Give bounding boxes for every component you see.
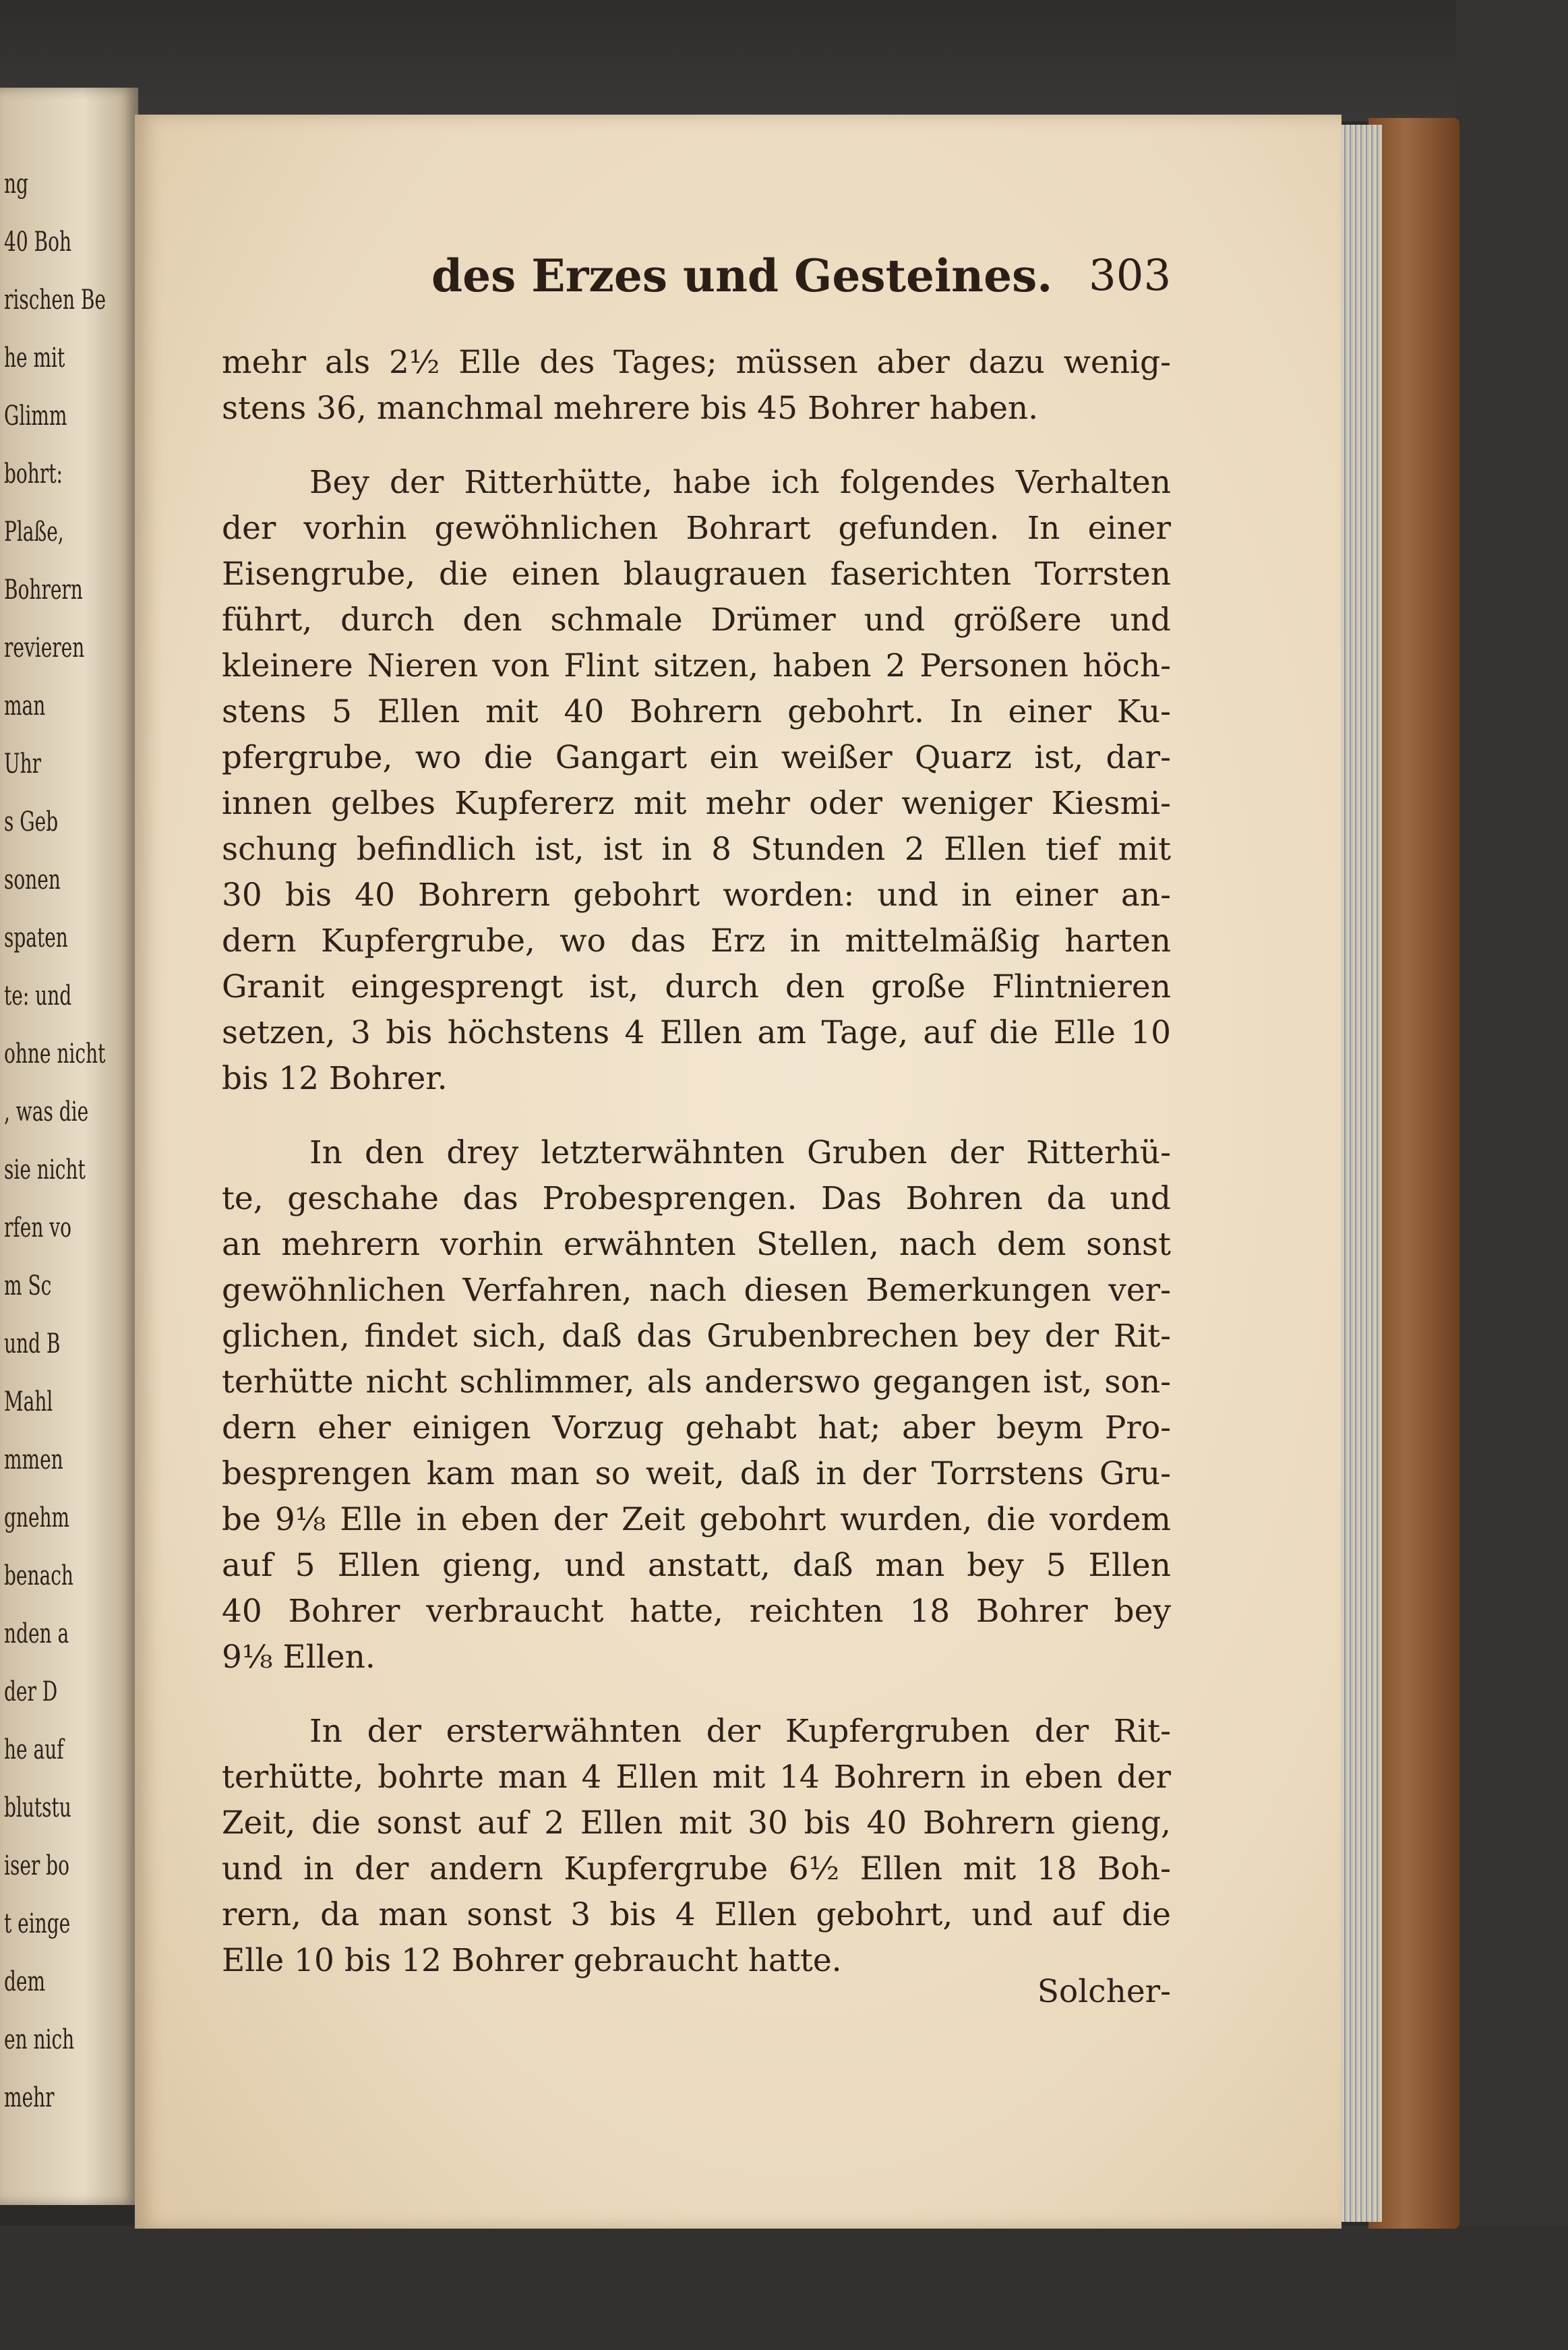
left-page-fragment: s Geb — [4, 806, 59, 838]
left-page-fragment: 40 Boh — [4, 227, 72, 258]
left-page-fragment: te: und — [4, 980, 72, 1011]
text-line: und in der andern Kupfergrube 6½ Ellen mit 18 Boh- — [222, 1850, 1171, 1887]
running-title: des Erzes und Gesteines. — [431, 249, 1053, 302]
text-line: glichen, findet sich, daß das Grubenbrechen bey der Rit- — [222, 1318, 1171, 1355]
text-line: Bey der Ritterhütte, habe ich folgendes Verhalten — [309, 464, 1171, 501]
text-line: pfergrube, wo die Gangart ein weißer Quarz ist, dar- — [222, 739, 1171, 776]
text-line: auf 5 Ellen gieng, und anstatt, daß man bey 5 Ellen — [222, 1547, 1171, 1584]
text-line: In der ersterwähnten der Kupfergruben der Rit- — [309, 1713, 1171, 1750]
left-page-edge — [0, 88, 138, 2205]
text-line: an mehrern vorhin erwähnten Stellen, nach dem sonst — [222, 1226, 1171, 1263]
background-top — [0, 0, 1568, 121]
text-line: te, geschahe das Probesprengen. Das Bohren da und — [222, 1180, 1171, 1217]
left-page-fragment: und B — [4, 1328, 61, 1359]
left-page-fragment: revieren — [4, 633, 85, 664]
left-page-fragment: sonen — [4, 864, 61, 895]
left-page-fragment: man — [4, 691, 46, 722]
left-page-fragment: benach — [4, 1560, 73, 1591]
text-line: terhütte, bohrte man 4 Ellen mit 14 Bohrern in eben der — [222, 1759, 1171, 1796]
left-page-fragment: en nich — [4, 2024, 75, 2055]
text-line: gewöhnlichen Verfahren, nach diesen Bemerkungen ver- — [222, 1272, 1171, 1309]
text-line: 30 bis 40 Bohrern gebohrt worden: und in einer an- — [222, 877, 1171, 914]
catchword: Solcher- — [1037, 1973, 1171, 2010]
text-line: be 9⅛ Elle in eben der Zeit gebohrt wurden, die vordem — [222, 1501, 1171, 1538]
text-line: Eisengrube, die einen blaugrauen faserichten Torrsten — [222, 556, 1171, 593]
left-page-fragment: der D — [4, 1676, 58, 1707]
book-cover — [1368, 118, 1459, 2229]
text-line: rern, da man sonst 3 bis 4 Ellen gebohrt, und auf die — [222, 1896, 1171, 1933]
text-line: mehr als 2½ Elle des Tages; müssen aber dazu wenig- — [222, 344, 1171, 381]
left-page-fragment: m Sc — [4, 1270, 52, 1301]
background-bottom — [0, 2225, 1568, 2350]
left-page-fragment: Mahl — [4, 1386, 53, 1417]
left-page-fragment: ng — [4, 169, 28, 200]
text-line: 40 Bohrer verbraucht hatte, reichten 18 Bohrer bey — [222, 1593, 1171, 1630]
left-page-fragment: dem — [4, 1966, 46, 1997]
text-line: besprengen kam man so weit, daß in der Torrstens Gru- — [222, 1455, 1171, 1492]
text-line: der vorhin gewöhnlichen Bohrart gefunden. In einer — [222, 510, 1171, 547]
left-page-fragment: mmen — [4, 1444, 63, 1475]
left-page-fragment: Glimm — [4, 401, 67, 432]
background-right — [1456, 0, 1568, 2350]
text-line: Elle 10 bis 12 Bohrer gebraucht hatte. — [222, 1942, 842, 1979]
left-page-fragment: blutstu — [4, 1792, 71, 1823]
text-line: schung befindlich ist, ist in 8 Stunden 2 Ellen tief mit — [222, 831, 1171, 868]
left-page-fragment: Bohrern — [4, 575, 83, 606]
text-line: terhütte nicht schlimmer, als anderswo gegangen ist, son- — [222, 1363, 1171, 1401]
left-page-fragment: bohrt: — [4, 459, 63, 490]
text-line: stens 36, manchmal mehrere bis 45 Bohrer haben. — [222, 390, 1039, 427]
page-number: 303 — [1089, 251, 1172, 301]
left-page-fragment: Plaße, — [4, 517, 64, 548]
text-line: bis 12 Bohrer. — [222, 1060, 448, 1097]
text-line: kleinere Nieren von Flint sitzen, haben 2 Personen höch- — [222, 647, 1171, 684]
left-page-fragment: nden a — [4, 1618, 69, 1649]
text-line: dern Kupfergrube, wo das Erz in mittelmäßig harten — [222, 922, 1171, 960]
text-line: innen gelbes Kupfererz mit mehr oder weniger Kiesmi- — [222, 785, 1171, 822]
left-page-fragment: t einge — [4, 1908, 71, 1939]
text-line: Zeit, die sonst auf 2 Ellen mit 30 bis 40 Bohrern gieng, — [222, 1804, 1171, 1842]
left-page-fragment: rischen Be — [4, 285, 107, 316]
left-page-fragment: iser bo — [4, 1850, 69, 1881]
text-line: führt, durch den schmale Drümer und größere und — [222, 601, 1171, 639]
left-page-fragment: mehr — [4, 2082, 55, 2113]
text-line: setzen, 3 bis höchstens 4 Ellen am Tage, auf die Elle 10 — [222, 1014, 1171, 1051]
text-line: dern eher einigen Vorzug gehabt hat; aber beym Pro- — [222, 1409, 1171, 1446]
left-page-fragment: spaten — [4, 922, 68, 953]
text-line: In den drey letzterwähnten Gruben der Ritterhü- — [309, 1134, 1171, 1171]
text-line: Granit eingesprengt ist, durch den große Flintnieren — [222, 968, 1171, 1005]
left-page-fragment: , was die — [4, 1096, 89, 1127]
text-line: 9⅛ Ellen. — [222, 1639, 375, 1676]
left-page-fragment: ohne nicht — [4, 1038, 106, 1069]
left-page-fragment: gnehm — [4, 1502, 70, 1533]
left-page-fragment: he mit — [4, 343, 65, 374]
left-page-fragment: rfen vo — [4, 1212, 71, 1243]
left-page-fragment: sie nicht — [4, 1154, 86, 1185]
text-line: stens 5 Ellen mit 40 Bohrern gebohrt. In einer Ku- — [222, 693, 1171, 730]
left-page-fragment: he auf — [4, 1734, 64, 1765]
left-page-fragment: Uhr — [4, 748, 42, 780]
